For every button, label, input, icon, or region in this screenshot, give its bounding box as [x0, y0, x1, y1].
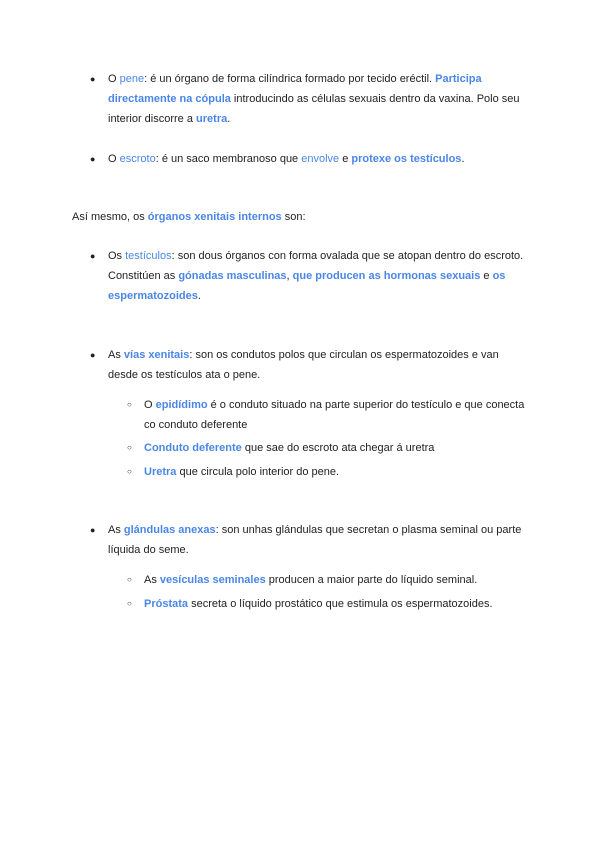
text: As [108, 349, 124, 361]
keyword: os espermatozoides [108, 270, 506, 302]
list-item-testiculos [108, 246, 528, 306]
keyword: uretra [196, 113, 228, 125]
keyword: Conduto deferente [144, 442, 242, 454]
text: secreta o líquido prostático que estimula os espermatozoides. [188, 598, 493, 610]
keyword: que producen as hormonas sexuais [292, 270, 481, 282]
text: : son unhas glándulas que secretan o plasma seminal ou parte líquida do seme. [108, 524, 522, 556]
keyword: gónadas masculinas [178, 270, 287, 282]
keyword: envolve [301, 153, 340, 165]
text: . [227, 113, 231, 125]
keyword: Uretra [144, 466, 177, 478]
keyword: Próstata [144, 598, 189, 610]
keyword: vías xenitais [123, 349, 190, 361]
text: : son os condutos polos que circulan os espermatozoides e van desde os testículos ata o pene. [108, 349, 499, 381]
keyword: testículos [125, 250, 172, 262]
text: : son dous órganos con forma ovalada que se atopan dentro do escroto. Constitúen as [108, 250, 524, 282]
sub-item-uretra [144, 462, 528, 482]
hollow-bullet-icon: ○ [127, 400, 132, 409]
text: son: [281, 211, 306, 223]
bullet-icon: ● [90, 350, 96, 360]
keyword: órganos xenitais internos [147, 211, 282, 223]
text: introducindo as células sexuais dentro da vaxina. Polo seu interior discorre a [108, 93, 520, 125]
bullet-icon: ● [90, 525, 96, 535]
text: : é un órgano de forma cilíndrica formado por tecido eréctil. [144, 73, 436, 85]
hollow-bullet-icon: ○ [127, 467, 132, 476]
text: e [480, 270, 493, 282]
text: , [286, 270, 293, 282]
text: As [108, 524, 124, 536]
keyword: escroto [119, 153, 156, 165]
list-item-glandulas-anexas [108, 520, 528, 560]
text: . [197, 290, 201, 302]
sub-item-vesiculas-seminales [144, 570, 528, 590]
sub-item-prostata [144, 594, 528, 614]
keyword: glándulas anexas [123, 524, 216, 536]
text: As [144, 574, 160, 586]
text: Os [108, 250, 126, 262]
text: que sae do escroto ata chegar á uretra [241, 442, 435, 454]
text: . [461, 153, 465, 165]
text: O [144, 399, 156, 411]
bullet-icon: ● [90, 74, 96, 84]
hollow-bullet-icon: ○ [127, 599, 132, 608]
keyword: vesículas seminales [159, 574, 266, 586]
keyword: pene [119, 73, 145, 85]
text: é o conduto situado na parte superior do testículo e que conecta co conduto deferente [144, 399, 525, 431]
hollow-bullet-icon: ○ [127, 575, 132, 584]
bullet-icon: ● [90, 251, 96, 261]
list-item-vias-xenitais [108, 345, 528, 385]
sub-item-epididimo [144, 395, 528, 435]
text: O [108, 153, 120, 165]
list-item-pene [108, 69, 528, 129]
text: : é un saco membranoso que [155, 153, 302, 165]
text: e [339, 153, 352, 165]
text: O [108, 73, 120, 85]
keyword: epidídimo [155, 399, 208, 411]
text: producen a maior parte do líquido seminal. [265, 574, 478, 586]
hollow-bullet-icon: ○ [127, 443, 132, 452]
text: que circula polo interior do pene. [176, 466, 340, 478]
bullet-icon: ● [90, 154, 96, 164]
sub-item-conduto-deferente [144, 438, 528, 458]
keyword: Participa directamente na cópula [108, 73, 482, 105]
keyword: protexe os testículos [351, 153, 462, 165]
text: Así mesmo, os [72, 211, 148, 223]
intro-paragraph [72, 207, 532, 227]
list-item-escroto [108, 149, 528, 169]
